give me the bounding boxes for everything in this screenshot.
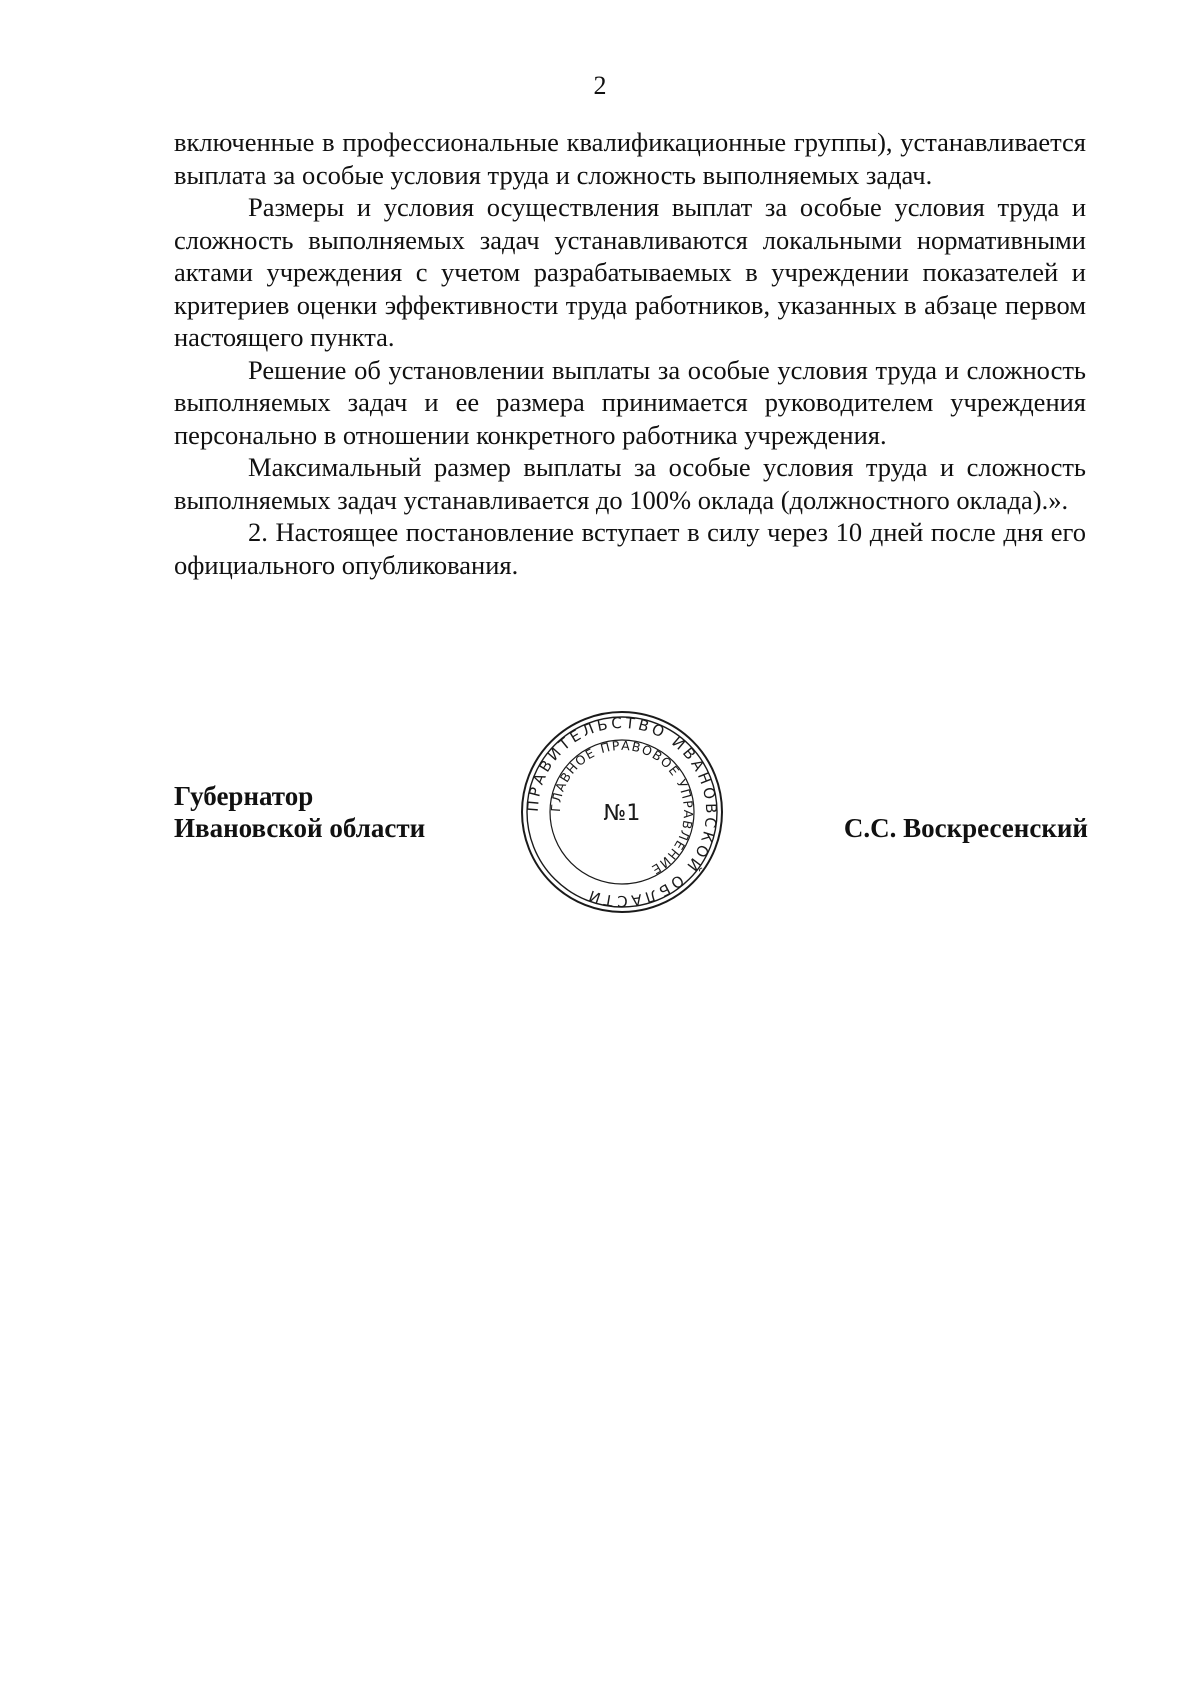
stamp-seal-graphic xyxy=(518,708,726,916)
paragraph-effective-date: 2. Настоящее постановление вступает в силу через 10 дней после дня его официального опубликования. xyxy=(174,517,1086,580)
signatory-name: С.С. Воскресенский xyxy=(843,813,1088,843)
paragraph-maximum-payment: Максимальный размер выплаты за особые условия труда и сложность выполняемых задач устанавливается до 100% оклада (должностного оклада).». xyxy=(174,452,1086,515)
paragraph-continuation: включенные в профессиональные квалификационные группы), устанавливается выплата за особые условия труда и сложность выполняемых задач. xyxy=(174,127,1086,190)
paragraph-payment-conditions: Размеры и условия осуществления выплат за особые условия труда и сложность выполняемых задач устанавливаются локальными нормативными актами учреждения с учетом разрабатываемых в учреждении показателей и критериев оценки эффективности труда работников, указанных в абзаце первом настоящего пункта. xyxy=(174,192,1086,352)
document-body xyxy=(174,126,1086,581)
signatory-position-line-1: Губернатор xyxy=(174,781,314,811)
signatory-position xyxy=(174,780,425,844)
official-stamp xyxy=(518,708,726,916)
page-number: 2 xyxy=(593,71,607,100)
stamp-center-number: №1 xyxy=(603,801,641,826)
paragraph-payment-decision: Решение об установлении выплаты за особые условия труда и сложность выполняемых задач и ее размера принимается руководителем учреждения персонально в отношении конкретного работника учреждения. xyxy=(174,354,1086,450)
signatory-position-line-2: Ивановской области xyxy=(174,813,426,843)
stamp-outer-text: ПРАВИТЕЛЬСТВО ИВАНОВСКОЙ ОБЛАСТИ xyxy=(523,713,721,911)
stamp-inner-text: ГЛАВНОЕ ПРАВОВОЕ УПРАВЛЕНИЕ xyxy=(547,737,697,878)
